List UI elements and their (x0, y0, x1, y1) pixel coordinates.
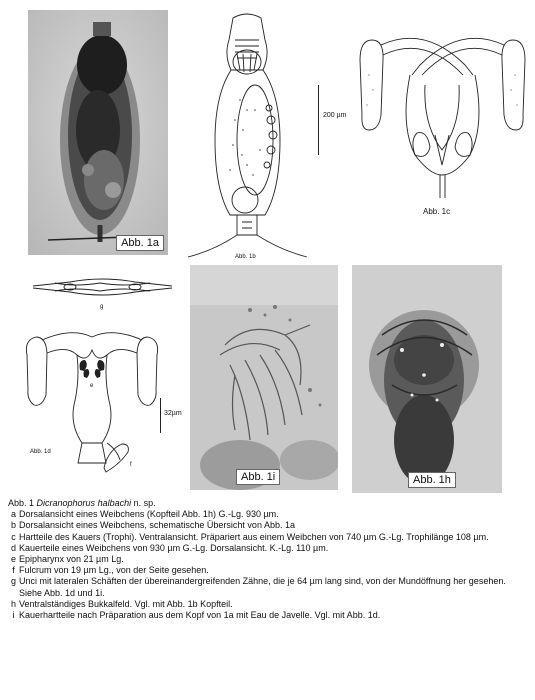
caption-species: Dicranophorus halbachi (36, 498, 132, 508)
caption-item-key: b (10, 520, 16, 531)
figure-1b-scale-label: 200 µm (323, 112, 347, 119)
caption-item-key: d (10, 542, 16, 553)
caption-item (8, 610, 530, 621)
figure-1d-scale-bar (160, 398, 162, 433)
figure-1b-scale-bar (318, 85, 320, 155)
caption-item (8, 532, 530, 543)
figure-1h-label: Abb. 1h (408, 472, 456, 488)
caption-item-text: Hartteile des Kauers (Trophi). Ventralansicht. Präpariert aus einem Weibchen von 740 µm G.-Lg. Trophilänge 108 µm. (19, 531, 489, 542)
figure-1i-label: Abb. 1i (236, 469, 280, 485)
caption-item (8, 576, 530, 598)
caption-item (8, 599, 530, 610)
figure-1a-label: Abb. 1a (116, 235, 164, 251)
caption-item-key: a (10, 509, 16, 520)
figure-1i-photo (190, 265, 338, 490)
figure-1f-drawing (100, 440, 140, 475)
caption-item-text: Kauerhartteile nach Präparation aus dem Kopf von 1a mit Eau de Javelle. Vgl. mit Abb. 1d. (19, 610, 381, 621)
figure-1c-drawing (355, 15, 530, 216)
caption-item-key: e (10, 554, 16, 565)
figure-1g-label: g (100, 304, 104, 310)
caption-title (8, 498, 530, 509)
caption-item-key: i (12, 610, 15, 621)
caption-item-text: Epipharynx von 21 µm Lg. (19, 554, 124, 565)
figure-1d-scale-label: 32µm (164, 410, 182, 417)
figure-1c-label: Abb. 1c (423, 207, 451, 216)
figure-caption (8, 498, 530, 621)
figure-1b-drawing (185, 10, 310, 260)
caption-item-text: Unci mit lateralen Schäften der übereinandergreifenden Zähne, die je 64 µm lang sind, von der Mundöffnung her gesehen. Siehe Abb. 1d und 1i. (19, 576, 506, 598)
figure-1d-part-e: e (90, 383, 94, 389)
caption-item-key: h (10, 598, 16, 609)
figure-1g-drawing (30, 272, 175, 310)
caption-item (8, 520, 530, 531)
caption-item-key: g (10, 576, 16, 587)
caption-item-text: Dorsalansicht eines Weibchens, schematische Übersicht von Abb. 1a (19, 520, 295, 531)
caption-item-text: Fulcrum von 19 µm Lg., von der Seite gesehen. (19, 565, 209, 576)
caption-item (8, 543, 530, 554)
caption-item-text: Ventralständiges Bukkalfeld. Vgl. mit Abb. 1b Kopfteil. (19, 598, 233, 609)
caption-item-text: Dorsalansicht eines Weibchens (Kopfteil Abb. 1h) G.-Lg. 930 µm. (19, 509, 279, 520)
caption-item (8, 509, 530, 520)
caption-suffix: n. sp. (131, 498, 156, 508)
caption-item-text: Kauerteile eines Weibchens von 930 µm G.-Lg. Dorsalansicht. K.-Lg. 110 µm. (19, 542, 329, 553)
caption-prefix: Abb. 1 (8, 498, 37, 508)
caption-item (8, 554, 530, 565)
caption-item (8, 565, 530, 576)
caption-item-key: f (12, 565, 15, 576)
figure-1h-photo (352, 265, 502, 493)
figure-1f-label: f (130, 462, 132, 468)
figure-1d-label: Abb. 1d (30, 449, 51, 455)
figure-1d-drawing (22, 325, 162, 475)
figure-1b-label: Abb. 1b (235, 254, 256, 260)
caption-item-key: c (11, 531, 16, 542)
figure-1a-photo (28, 10, 168, 255)
